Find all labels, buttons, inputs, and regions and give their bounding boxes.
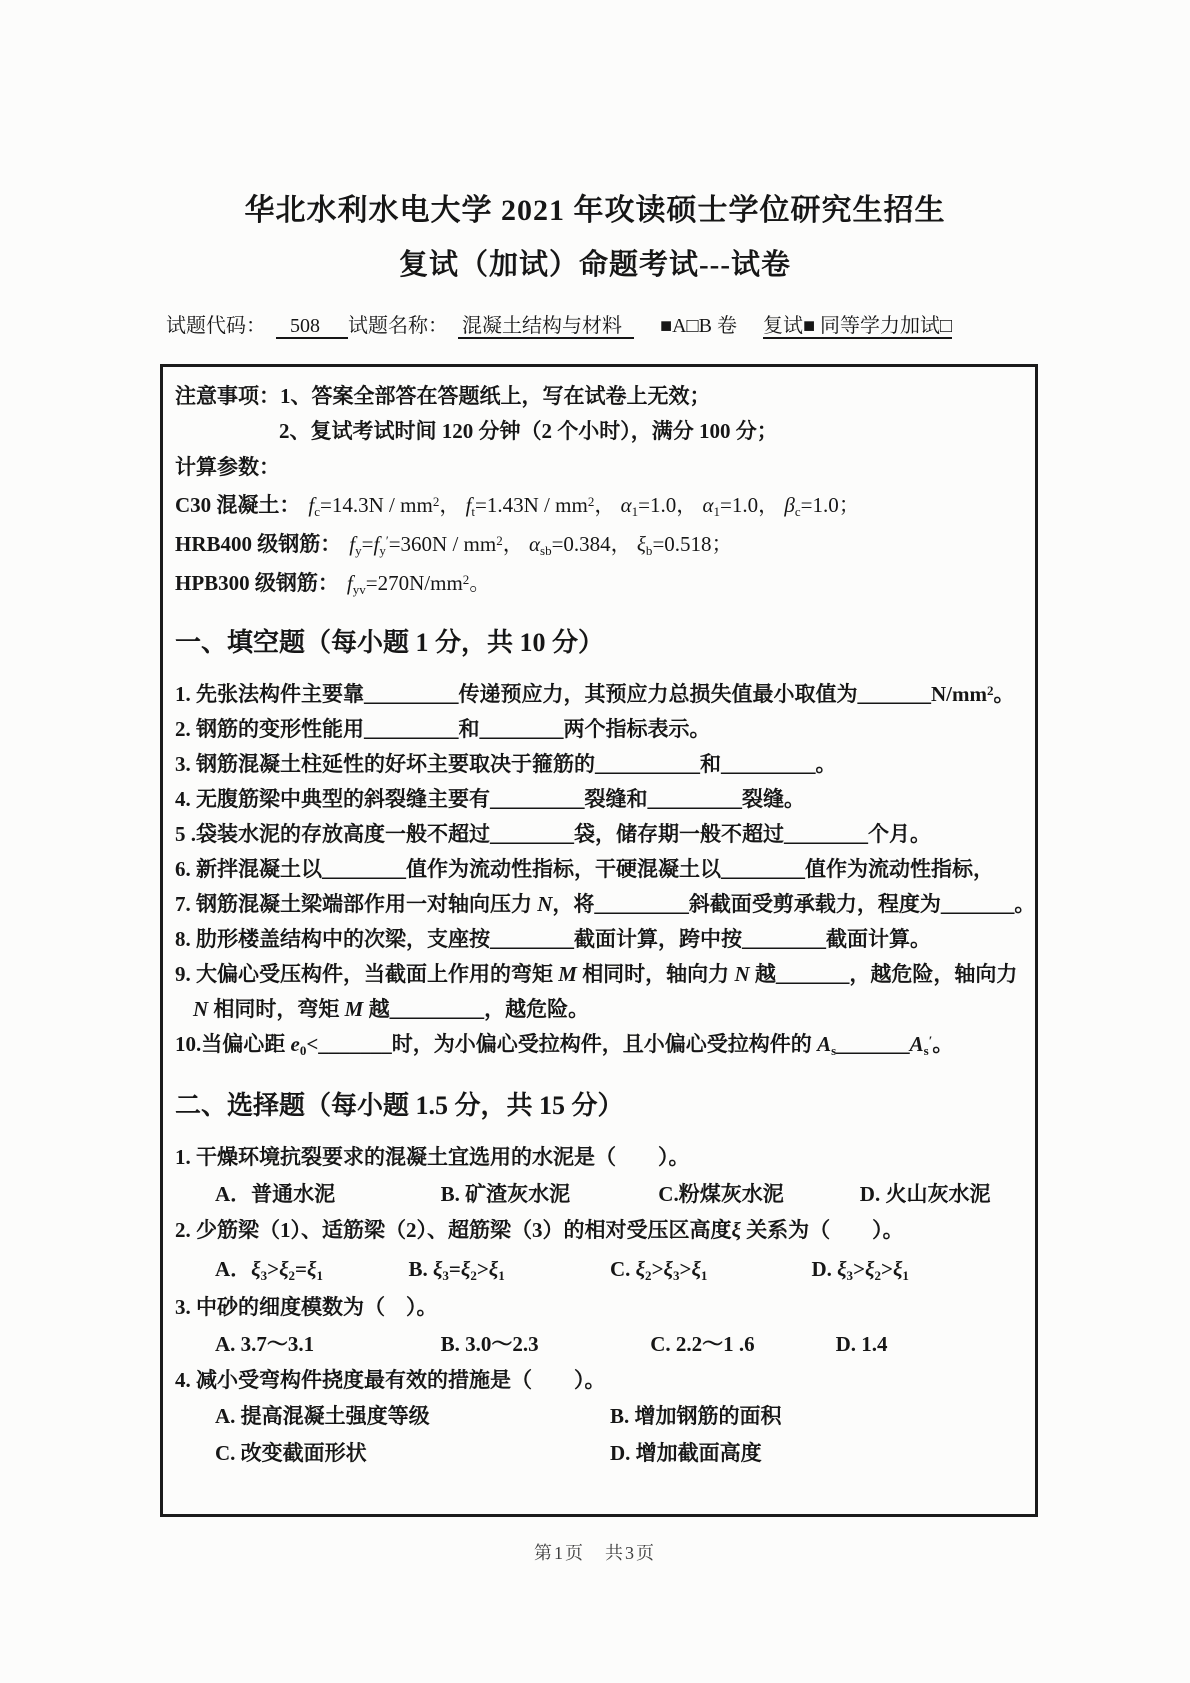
page-title: 华北水利水电大学 2021 年攻读硕士学位研究生招生	[244, 194, 946, 227]
param-label: HPB300 级钢筋：	[175, 571, 339, 595]
choice-question-2-options	[175, 1248, 1021, 1290]
exam-code-value: 508	[276, 315, 348, 339]
fill-blank-question-10: 10.当偏心距 $e_0<\_\_\_\_\_\_\_$时，为小偏心受拉构件，且小偏心受拉构件的 $A_s\_\_\_\_\_\_\_A_s'$。	[175, 1032, 954, 1058]
fill-blank-question-4: 4. 无腹筋梁中典型的斜裂缝主要有_________裂缝和_________裂缝。	[175, 787, 805, 811]
fill-blank-question-7: 7. 钢筋混凝土梁端部作用一对轴向压力 N，将_________斜截面受剪承载力，程度为_______。	[175, 892, 1036, 916]
param-line-c30	[175, 486, 1021, 525]
option-b: B. 3.0～2.3	[440, 1332, 539, 1356]
fill-blank-question-9: 9. 大偏心受压构件，当截面上作用的弯矩 M 相同时，轴向力 N 越_______，越危险，轴向力	[175, 962, 1018, 986]
param-label: HRB400 级钢筋：	[175, 532, 342, 556]
notice-item-1-text: 1、答案全部答在答题纸上，写在试卷上无效；	[280, 384, 711, 408]
option-b: B. 增加钢筋的面积	[609, 1404, 782, 1428]
option-c: C. 改变截面形状	[215, 1441, 367, 1465]
option-d: D. 1.4	[835, 1332, 888, 1356]
section2-heading: 二、选择题（每小题 1.5 分，共 15 分）	[175, 1091, 624, 1120]
fill-blank-question-3: 3. 钢筋混凝土柱延性的好坏主要取决于箍筋的__________和_________。	[175, 752, 837, 776]
choice-question-1-stem: 1. 干燥环境抗裂要求的混凝土宜选用的水泥是（ ）。	[175, 1145, 690, 1169]
exam-content-box	[160, 364, 1038, 1517]
paper-type-checkboxes: ■A□B 卷	[660, 315, 737, 337]
section1-heading: 一、填空题（每小题 1 分，共 10 分）	[175, 628, 605, 657]
page-footer: 第1页 共3页	[534, 1543, 656, 1563]
option-a: A．$\xi_3>\xi_2=\xi_1$	[215, 1257, 323, 1283]
calc-params-heading: 计算参数：	[175, 455, 280, 479]
exam-name-label: 试题名称：	[348, 315, 448, 337]
option-c: C. $\xi_2>\xi_3>\xi_1$	[609, 1257, 708, 1283]
choice-question-2-stem: 2. 少筋梁（1）、适筋梁（2）、超筋梁（3）的相对受压区高度ξ 关系为（ ）。	[175, 1218, 904, 1242]
fill-blank-question-9-continued: N 相同时，弯矩 M 越_________，越危险。	[193, 997, 590, 1021]
param-line-hrb400	[175, 525, 1021, 564]
fill-blank-question-8: 8. 肋形楼盖结构中的次梁，支座按________截面计算，跨中按________截面计算。	[175, 927, 931, 951]
choice-question-4-options	[175, 1398, 1021, 1472]
choice-question-3-options	[175, 1325, 1021, 1363]
choice-question-1-options	[175, 1175, 1021, 1213]
exam-code-label: 试题代码：	[166, 315, 266, 337]
option-a: A．普通水泥	[215, 1182, 336, 1206]
param-label: C30 混凝土：	[175, 493, 301, 517]
exam-name-value: 混凝土结构与材料	[458, 315, 634, 339]
fill-blank-question-1: 1. 先张法构件主要靠_________传递预应力，其预应力总损失值最小取值为$\_\_\_\_\_\_\_N/mm^2$。	[175, 682, 1015, 706]
option-b: B. $\xi_3=\xi_2>\xi_1$	[408, 1257, 505, 1283]
option-d: D. 增加截面高度	[609, 1441, 762, 1465]
option-a: A. 3.7～3.1	[215, 1332, 315, 1356]
option-d: D. $\xi_3>\xi_2>\xi_1$	[811, 1257, 909, 1283]
choice-question-3-stem: 3. 中砂的细度模数为（ ）。	[175, 1295, 438, 1319]
notice-label: 注意事项：	[175, 384, 280, 408]
option-d: D. 火山灰水泥	[859, 1182, 991, 1206]
option-c: C.粉煤灰水泥	[658, 1182, 784, 1206]
param-formula: $f_{yv}=270N/mm^2$。	[346, 571, 491, 597]
notice-item-2: 2、复试考试时间 120 分钟（2 个小时），满分 100 分；	[279, 419, 778, 443]
exam-info-line	[166, 312, 1190, 340]
notice-item-1	[175, 379, 1021, 414]
option-a: A. 提高混凝土强度等级	[215, 1404, 430, 1428]
option-b: B. 矿渣灰水泥	[440, 1182, 571, 1206]
param-formula: $f_c=14.3N / mm^2$， $f_t=1.43N / mm^2$， $\alpha_1=1.0$， $\alpha_1=1.0$， $\beta_c=1.0$；	[308, 493, 860, 519]
fill-blank-question-6: 6. 新拌混凝土以________值作为流动性指标，干硬混凝土以________值作为流动性指标，	[175, 857, 994, 881]
page-subtitle: 复试（加试）命题考试---试卷	[399, 249, 791, 281]
param-formula: $f_y=f_y'=360N / mm^2$， $\alpha_{sb}=0.384$， $\xi_b=0.518$；	[349, 532, 733, 558]
param-line-hpb300	[175, 564, 1021, 603]
option-c: C. 2.2～1 .6	[650, 1332, 755, 1356]
choice-question-4-stem: 4. 减小受弯构件挠度最有效的措施是（ ）。	[175, 1368, 606, 1392]
fill-blank-question-2: 2. 钢筋的变形性能用_________和________两个指标表示。	[175, 717, 711, 741]
fill-blank-question-5: 5 .袋装水泥的存放高度一般不超过________袋，储存期一般不超过________个月。	[175, 822, 931, 846]
exam-type-checkboxes: 复试■ 同等学力加试□	[762, 315, 953, 337]
